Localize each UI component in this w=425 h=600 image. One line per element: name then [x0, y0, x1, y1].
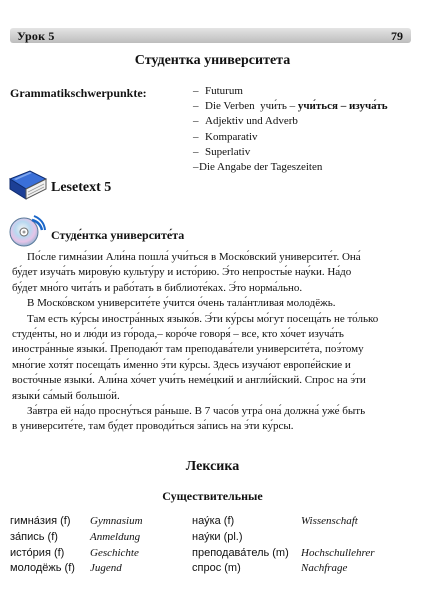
vocab-russian: молодёжь (f): [10, 562, 75, 575]
lesson-label: Урок 5: [17, 29, 55, 43]
vocab-german: Geschichte: [90, 546, 139, 559]
text-line: бу́дет мно́го чита́ть и рабо́тать в библиоте́ках. Э́то норма́льно.: [12, 281, 303, 294]
vocab-german: Anmeldung: [90, 530, 141, 543]
text-line: восто́чные языки́. Али́на хо́чет учи́ть неме́цкий и англи́йский. Спрос на э́ти: [12, 374, 366, 387]
text-line: По́сле гимна́зии Али́на пошла́ учи́ться в Моско́вский университе́т. Она́: [27, 251, 361, 263]
vocab-german: Wissenschaft: [301, 515, 358, 527]
grammar-item-verbs: – Die Verben учи́ть – учи́ться – изуча́ть: [193, 100, 388, 113]
book-icon: [8, 169, 48, 201]
grammar-label: Grammatikschwerpunkte:: [10, 86, 147, 100]
grammar-list: [193, 84, 388, 175]
text-title: Студе́нтка университе́та: [51, 228, 185, 242]
text-line: В Моско́вском университе́те у́чится о́чень тала́нтливая молодёжь.: [27, 297, 336, 310]
vocab-russian: исто́рия (f): [10, 546, 65, 559]
grammar-item: – Superlativ: [193, 145, 251, 158]
text-line: иностра́нные языки́. Преподаю́т там преподава́тели университе́та, поэ́тому: [12, 343, 364, 356]
cd-icon[interactable]: [8, 212, 46, 248]
reading-text: [12, 250, 412, 435]
grammar-item: – Komparativ: [193, 130, 258, 143]
text-line: студе́нты, но и лю́ди из го́рода,– коро́че говоря́ – все, кто хо́чет изуча́ть: [12, 328, 344, 341]
page-number: 79: [391, 29, 403, 43]
text-line: мно́гие хотя́т посеща́ть и́менно э́ти ку́рсы. Здесь изуча́ют европе́йские и: [12, 358, 351, 371]
vocab-german: Nachfrage: [301, 562, 348, 575]
vocab-russian: гимна́зия (f): [10, 515, 71, 527]
vocab-german: Jugend: [90, 562, 122, 575]
page-title: Студентка университета: [134, 53, 291, 68]
header-bar: [10, 28, 411, 43]
text-line: бу́дет изуча́ть мирову́ю культу́ру и исто́рию. Э́то непросты́е нау́ки. На́до: [12, 266, 352, 279]
grammar-item: – Futurum: [193, 85, 243, 97]
vocab-russian: спрос (m): [192, 562, 241, 575]
grammar-item: –Die Angabe der Tageszeiten: [193, 161, 323, 174]
vocab-russian: преподава́тель (m): [192, 546, 289, 559]
vocab-russian: нау́ка (f): [192, 515, 235, 527]
vocab-russian: за́пись (f): [10, 530, 58, 543]
text-line: Там есть ку́рсы иностра́нных языко́в. Э́ти ку́рсы мо́гут посеща́ть не то́лько: [27, 312, 379, 325]
text-line: За́втра ей на́до просну́ться ра́ньше. В 7 часо́в утра́ она́ должна́ уже́ быть: [27, 405, 366, 418]
text-line: в университе́те, там бу́дет проводи́ться за́пись на э́ти ку́рсы.: [12, 420, 294, 433]
vocabulary-heading: Лексика: [185, 459, 240, 474]
lesetext-heading: Lesetext 5: [51, 180, 112, 195]
vocab-russian: нау́ки (pl.): [192, 530, 243, 543]
nouns-heading: Существительные: [162, 489, 263, 503]
vocab-german: Hochschullehrer: [301, 546, 375, 559]
vocab-german: Gymnasium: [90, 515, 143, 527]
text-line: языки́ са́мый большо́й.: [12, 389, 120, 402]
grammar-item: – Adjektiv und Adverb: [193, 115, 298, 128]
